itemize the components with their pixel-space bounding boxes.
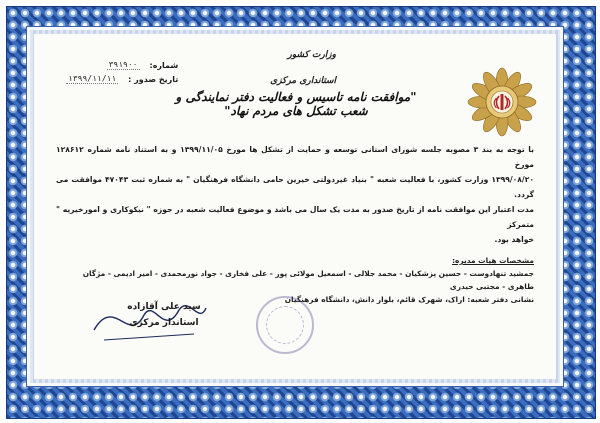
certificate-body [56,142,534,247]
iran-emblem-icon [466,66,538,138]
address-value: اراک، شهرک قائم، بلوار دانش، دانشگاه فرهنگیان [284,295,465,304]
body-line-1: با توجه به بند ۳ مصوبه جلسه شورای استانی توسعه و حمایت از تشکل ها مورخ ۱۳۹۹/۱۱/۰۵ و به استناد نامه شماره ۱۲۸۶۱۲ مورخ [56,145,535,169]
founders-list: جمشید تنهادوست - حسین پزشکیان - محمد جلالی - اسمعیل مولائی پور - علی فخاری - جواد نورمحمدی - امیر ادیمی - مژگان طاهری - مجتبی حیدری [82,269,534,291]
signer-role: استاندار مرکزی [129,318,199,328]
address-label: نشانی دفتر شعبه: [467,295,534,304]
signature-block [94,302,234,328]
certificate-paper [34,34,556,379]
official-seal-icon [256,296,314,354]
body-line-2: ۱۳۹۹/۰۸/۲۰ وزارت کشور، با فعالیت شعبه " بنیاد غیردولتی خیرین حامی دانشگاه فرهنگیان " به شماره ثبت ۴۷۰۴۳ موافقت می گردد. [56,175,534,199]
number-row [66,60,178,70]
body-line-4: خواهد بود. [494,235,534,244]
body-line-3: مدت اعتبار این موافقت نامه از تاریخ صدور به مدت یک سال می باشد و موضوع فعالیت شعبه در حوزه " نیکوکاری و امورخیریه " متمرکز [56,205,534,229]
document-meta [66,60,178,88]
certificate-title: "موافقت نامه تاسیس و فعالیت دفتر نمایندگی و شعب تشکل های مردم نهاد" [175,90,417,118]
founders-heading: مشخصات هیات مدیره: [452,256,534,265]
ministry-heading: وزارت کشور [287,50,336,60]
date-label: تاریخ صدور : [128,74,179,84]
number-value: ۳۹۱۹۰۰ [108,60,138,69]
number-label: شماره: [149,60,179,70]
date-value: ۱۳۹۹/۱۱/۱۱ [68,74,117,83]
date-row [66,74,178,84]
signer-name: سید علی آقازاده [127,302,201,312]
province-heading: استانداری مرکزی [270,76,336,86]
